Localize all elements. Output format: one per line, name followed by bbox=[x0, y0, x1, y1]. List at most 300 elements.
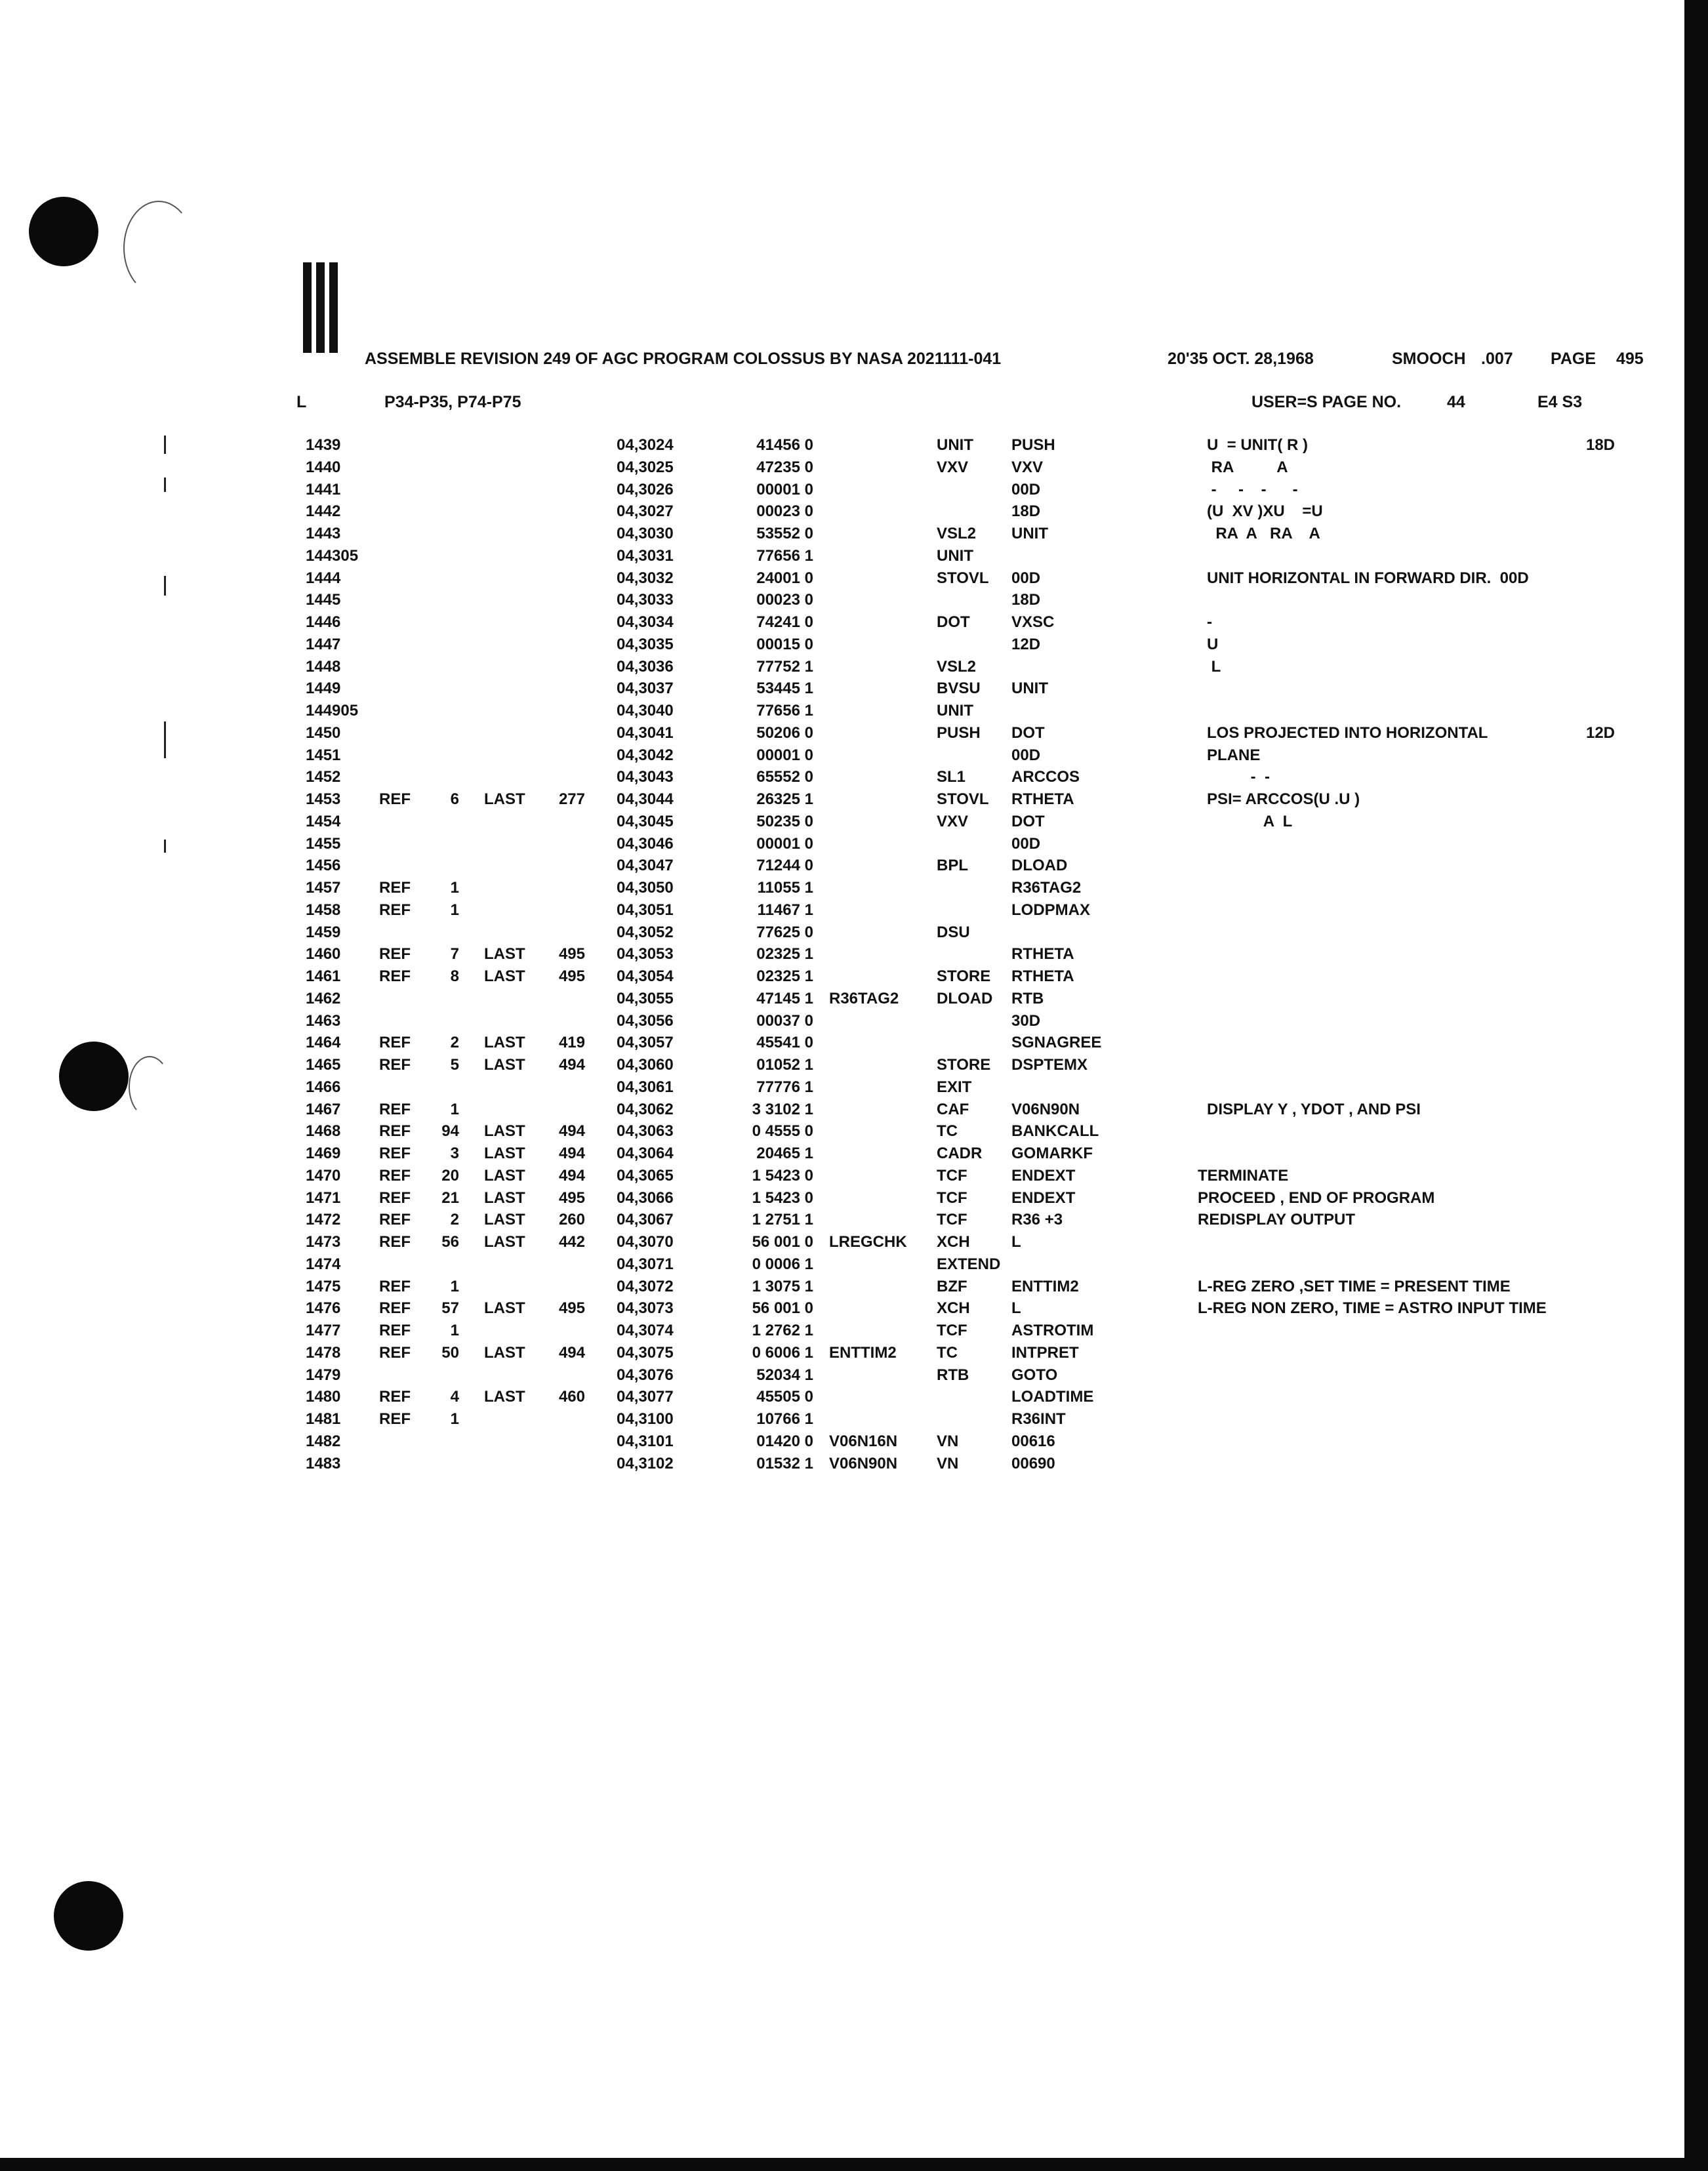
row-code: 71244 0 bbox=[756, 857, 813, 874]
row-line: 1458 bbox=[306, 901, 341, 919]
row-lastnum: 494 bbox=[558, 1122, 585, 1140]
comment-text: TERMINATE bbox=[1198, 1167, 1289, 1185]
row-code: 1 2751 1 bbox=[752, 1211, 813, 1228]
row-code: 65552 0 bbox=[756, 768, 813, 786]
row-addr: 04,3074 bbox=[617, 1322, 674, 1339]
row-addr: 04,3043 bbox=[617, 768, 674, 786]
row-addr: 04,3067 bbox=[617, 1211, 674, 1228]
page-label: PAGE bbox=[1551, 350, 1596, 368]
row-addr: 04,3071 bbox=[617, 1255, 674, 1273]
row-op: BPL bbox=[937, 857, 968, 874]
row-addr: 04,3044 bbox=[617, 790, 674, 808]
row-operand: ENTTIM2 bbox=[1011, 1278, 1079, 1295]
comment-text: 18D bbox=[1585, 436, 1615, 454]
row-code: 50206 0 bbox=[756, 724, 813, 742]
row-operand: 00D bbox=[1011, 746, 1041, 764]
row-line: 1478 bbox=[306, 1344, 341, 1362]
row-op: CAF bbox=[937, 1101, 969, 1118]
row-operand: RTB bbox=[1011, 990, 1044, 1007]
margin-tick bbox=[164, 576, 166, 596]
row-cnt: 1 bbox=[450, 1278, 459, 1295]
row-ref: REF bbox=[379, 1211, 411, 1228]
row-cnt: 4 bbox=[450, 1388, 459, 1406]
row-line: 1450 bbox=[306, 724, 341, 742]
row-ref: REF bbox=[379, 1388, 411, 1406]
row-code: 01420 0 bbox=[756, 1432, 813, 1450]
row-code: 1 2762 1 bbox=[752, 1322, 813, 1339]
margin-tick bbox=[164, 477, 166, 492]
row-line: 1463 bbox=[306, 1012, 341, 1030]
row-code: 77776 1 bbox=[756, 1078, 813, 1096]
comment-text: A L bbox=[1207, 813, 1293, 830]
binder-ring-middle bbox=[129, 1056, 171, 1118]
row-last: LAST bbox=[484, 1056, 525, 1074]
row-operand: VXSC bbox=[1011, 613, 1055, 631]
row-code: 0 0006 1 bbox=[752, 1255, 813, 1273]
row-code: 3 3102 1 bbox=[752, 1101, 813, 1118]
row-operand: 30D bbox=[1011, 1012, 1041, 1030]
row-last: LAST bbox=[484, 1344, 525, 1362]
row-last: LAST bbox=[484, 1211, 525, 1228]
comment-text: - bbox=[1207, 613, 1212, 631]
row-operand: ASTROTIM bbox=[1011, 1322, 1094, 1339]
row-op: BVSU bbox=[937, 680, 981, 697]
comment-text: L-REG NON ZERO, TIME = ASTRO INPUT TIME bbox=[1198, 1299, 1547, 1317]
row-op: STORE bbox=[937, 1056, 991, 1074]
row-code: 47235 0 bbox=[756, 458, 813, 476]
row-lastnum: 494 bbox=[558, 1145, 585, 1162]
row-lastnum: 277 bbox=[558, 790, 585, 808]
row-code: 02325 1 bbox=[756, 967, 813, 985]
row-op: XCH bbox=[937, 1299, 970, 1317]
row-operand: RTHETA bbox=[1011, 967, 1074, 985]
row-code: 24001 0 bbox=[756, 569, 813, 587]
row-code: 56 001 0 bbox=[752, 1299, 813, 1317]
row-last: LAST bbox=[484, 790, 525, 808]
row-cnt: 3 bbox=[450, 1145, 459, 1162]
row-addr: 04,3051 bbox=[617, 901, 674, 919]
row-addr: 04,3062 bbox=[617, 1101, 674, 1118]
row-line: 144905 bbox=[306, 702, 359, 720]
row-ref: REF bbox=[379, 901, 411, 919]
row-label: ENTTIM2 bbox=[829, 1344, 897, 1362]
row-line: 1483 bbox=[306, 1455, 341, 1472]
row-addr: 04,3047 bbox=[617, 857, 674, 874]
row-code: 56 001 0 bbox=[752, 1233, 813, 1251]
row-ref: REF bbox=[379, 879, 411, 897]
row-operand: DOT bbox=[1011, 813, 1045, 830]
row-operand: VXV bbox=[1011, 458, 1044, 476]
margin-tick bbox=[164, 436, 166, 454]
row-operand: V06N90N bbox=[1011, 1101, 1080, 1118]
row-code: 1 5423 0 bbox=[752, 1167, 813, 1185]
binder-hole-middle bbox=[59, 1042, 129, 1111]
section-title: P34-P35, P74-P75 bbox=[384, 393, 521, 411]
row-ref: REF bbox=[379, 1101, 411, 1118]
row-ref: REF bbox=[379, 1233, 411, 1251]
comment-text: (U XV )XU =U bbox=[1207, 502, 1323, 520]
row-addr: 04,3032 bbox=[617, 569, 674, 587]
row-operand: DSPTEMX bbox=[1011, 1056, 1088, 1074]
row-addr: 04,3072 bbox=[617, 1278, 674, 1295]
row-code: 00023 0 bbox=[756, 591, 813, 609]
row-addr: 04,3102 bbox=[617, 1455, 674, 1472]
row-addr: 04,3100 bbox=[617, 1410, 674, 1428]
row-addr: 04,3066 bbox=[617, 1189, 674, 1207]
row-op: STOVL bbox=[937, 790, 989, 808]
row-cnt: 2 bbox=[450, 1034, 459, 1051]
row-cnt: 50 bbox=[441, 1344, 459, 1362]
row-line: 1456 bbox=[306, 857, 341, 874]
row-line: 1479 bbox=[306, 1366, 341, 1384]
row-last: LAST bbox=[484, 1122, 525, 1140]
row-ref: REF bbox=[379, 1122, 411, 1140]
binder-hole-top bbox=[29, 197, 98, 266]
row-operand: SGNAGREE bbox=[1011, 1034, 1102, 1051]
row-op: TC bbox=[937, 1344, 958, 1362]
row-code: 10766 1 bbox=[756, 1410, 813, 1428]
row-last: LAST bbox=[484, 1233, 525, 1251]
row-ref: REF bbox=[379, 1167, 411, 1185]
row-line: 1459 bbox=[306, 923, 341, 941]
row-line: 1446 bbox=[306, 613, 341, 631]
row-line: 1476 bbox=[306, 1299, 341, 1317]
row-op: TCF bbox=[937, 1189, 967, 1207]
row-cnt: 5 bbox=[450, 1056, 459, 1074]
row-addr: 04,3027 bbox=[617, 502, 674, 520]
row-line: 1453 bbox=[306, 790, 341, 808]
row-lastnum: 495 bbox=[558, 967, 585, 985]
row-lastnum: 419 bbox=[558, 1034, 585, 1051]
row-operand: GOTO bbox=[1011, 1366, 1058, 1384]
row-code: 0 6006 1 bbox=[752, 1344, 813, 1362]
row-addr: 04,3052 bbox=[617, 923, 674, 941]
row-op: DOT bbox=[937, 613, 970, 631]
row-addr: 04,3035 bbox=[617, 636, 674, 653]
row-line: 1475 bbox=[306, 1278, 341, 1295]
row-cnt: 56 bbox=[441, 1233, 459, 1251]
row-op: TCF bbox=[937, 1211, 967, 1228]
code-ref: E4 S3 bbox=[1537, 393, 1583, 411]
row-lastnum: 495 bbox=[558, 1299, 585, 1317]
row-lastnum: 494 bbox=[558, 1056, 585, 1074]
row-operand: ENDEXT bbox=[1011, 1189, 1076, 1207]
row-ref: REF bbox=[379, 945, 411, 963]
row-code: 74241 0 bbox=[756, 613, 813, 631]
row-op: UNIT bbox=[937, 702, 973, 720]
listing-date: 20'35 OCT. 28,1968 bbox=[1168, 350, 1314, 368]
comment-text: U = UNIT( R ) bbox=[1207, 436, 1308, 454]
comment-text: - - bbox=[1207, 768, 1270, 786]
row-code: 11467 1 bbox=[757, 901, 813, 919]
row-operand: RTHETA bbox=[1011, 790, 1074, 808]
row-line: 1467 bbox=[306, 1101, 341, 1118]
row-operand: RTHETA bbox=[1011, 945, 1074, 963]
row-operand: LOADTIME bbox=[1011, 1388, 1094, 1406]
row-line: 1449 bbox=[306, 680, 341, 697]
row-line: 1451 bbox=[306, 746, 341, 764]
row-label: LREGCHK bbox=[829, 1233, 907, 1251]
binder-ring-top bbox=[123, 201, 194, 295]
comment-text: - - - - bbox=[1207, 481, 1298, 498]
row-addr: 04,3036 bbox=[617, 658, 674, 676]
row-code: 01052 1 bbox=[756, 1056, 813, 1074]
row-line: 1474 bbox=[306, 1255, 341, 1273]
row-code: 77656 1 bbox=[756, 702, 813, 720]
row-code: 53445 1 bbox=[756, 680, 813, 697]
row-lastnum: 495 bbox=[558, 1189, 585, 1207]
row-op: DLOAD bbox=[937, 990, 993, 1007]
comment-text: L bbox=[1207, 658, 1221, 676]
user-page-number: 44 bbox=[1447, 393, 1465, 411]
row-label: V06N16N bbox=[829, 1432, 898, 1450]
row-ref: REF bbox=[379, 1189, 411, 1207]
listing-title: ASSEMBLE REVISION 249 OF AGC PROGRAM COLOSSUS BY NASA 2021111-041 bbox=[365, 350, 1002, 368]
row-ref: REF bbox=[379, 1344, 411, 1362]
row-cnt: 21 bbox=[441, 1189, 459, 1207]
row-addr: 04,3054 bbox=[617, 967, 674, 985]
row-code: 45505 0 bbox=[756, 1388, 813, 1406]
margin-tick bbox=[164, 721, 166, 758]
row-operand: UNIT bbox=[1011, 680, 1048, 697]
row-code: 1 5423 0 bbox=[752, 1189, 813, 1207]
row-addr: 04,3055 bbox=[617, 990, 674, 1007]
comment-text: DISPLAY Y , YDOT , AND PSI bbox=[1207, 1101, 1421, 1118]
row-cnt: 57 bbox=[441, 1299, 459, 1317]
comment-text: RA A RA A bbox=[1207, 525, 1320, 542]
row-operand: BANKCALL bbox=[1011, 1122, 1099, 1140]
row-operand: ENDEXT bbox=[1011, 1167, 1076, 1185]
comment-text: 12D bbox=[1585, 724, 1615, 742]
row-op: VSL2 bbox=[937, 525, 977, 542]
row-line: 144305 bbox=[306, 547, 359, 565]
row-cnt: 1 bbox=[450, 901, 459, 919]
row-line: 1454 bbox=[306, 813, 341, 830]
row-line: 1472 bbox=[306, 1211, 341, 1228]
row-line: 1482 bbox=[306, 1432, 341, 1450]
row-line: 1452 bbox=[306, 768, 341, 786]
scan-edge-right bbox=[1684, 0, 1708, 2171]
row-operand: 18D bbox=[1011, 502, 1041, 520]
comment-text: L-REG ZERO ,SET TIME = PRESENT TIME bbox=[1198, 1278, 1511, 1295]
row-line: 1457 bbox=[306, 879, 341, 897]
row-code: 45541 0 bbox=[756, 1034, 813, 1051]
row-operand: GOMARKF bbox=[1011, 1145, 1093, 1162]
row-op: RTB bbox=[937, 1366, 969, 1384]
row-line: 1442 bbox=[306, 502, 341, 520]
row-line: 1470 bbox=[306, 1167, 341, 1185]
row-last: LAST bbox=[484, 1167, 525, 1185]
row-lastnum: 260 bbox=[558, 1211, 585, 1228]
row-addr: 04,3041 bbox=[617, 724, 674, 742]
row-code: 77625 0 bbox=[756, 923, 813, 941]
row-line: 1444 bbox=[306, 569, 341, 587]
row-operand: 00690 bbox=[1011, 1455, 1055, 1472]
row-code: 47145 1 bbox=[756, 990, 813, 1007]
row-operand: 18D bbox=[1011, 591, 1041, 609]
row-op: VSL2 bbox=[937, 658, 977, 676]
row-code: 11055 1 bbox=[757, 879, 813, 897]
row-cnt: 1 bbox=[450, 1101, 459, 1118]
row-code: 20465 1 bbox=[756, 1145, 813, 1162]
user-page-label: USER=S PAGE NO. bbox=[1251, 393, 1402, 411]
comment-text: RA A bbox=[1207, 458, 1288, 476]
row-last: LAST bbox=[484, 1145, 525, 1162]
margin-tick bbox=[164, 840, 166, 853]
page-number: 495 bbox=[1616, 350, 1644, 368]
row-ref: REF bbox=[379, 1299, 411, 1317]
row-addr: 04,3025 bbox=[617, 458, 674, 476]
comment-text: U bbox=[1207, 636, 1219, 653]
row-op: XCH bbox=[937, 1233, 970, 1251]
row-label: R36TAG2 bbox=[829, 990, 899, 1007]
row-line: 1440 bbox=[306, 458, 341, 476]
row-operand: INTPRET bbox=[1011, 1344, 1079, 1362]
row-line: 1443 bbox=[306, 525, 341, 542]
scan-edge-bottom bbox=[0, 2158, 1708, 2171]
row-addr: 04,3063 bbox=[617, 1122, 674, 1140]
row-line: 1448 bbox=[306, 658, 341, 676]
row-operand: 00D bbox=[1011, 835, 1041, 853]
row-line: 1464 bbox=[306, 1034, 341, 1051]
row-ref: REF bbox=[379, 1145, 411, 1162]
row-line: 1471 bbox=[306, 1189, 341, 1207]
row-op: CADR bbox=[937, 1145, 983, 1162]
row-operand: L bbox=[1011, 1233, 1021, 1251]
row-op: VN bbox=[937, 1432, 959, 1450]
row-code: 01532 1 bbox=[756, 1455, 813, 1472]
row-line: 1441 bbox=[306, 481, 341, 498]
row-addr: 04,3076 bbox=[617, 1366, 674, 1384]
row-addr: 04,3056 bbox=[617, 1012, 674, 1030]
row-op: VN bbox=[937, 1455, 959, 1472]
row-line: 1473 bbox=[306, 1233, 341, 1251]
row-addr: 04,3033 bbox=[617, 591, 674, 609]
row-last: LAST bbox=[484, 1189, 525, 1207]
row-addr: 04,3031 bbox=[617, 547, 674, 565]
comment-text: PROCEED , END OF PROGRAM bbox=[1198, 1189, 1435, 1207]
row-line: 1445 bbox=[306, 591, 341, 609]
row-addr: 04,3073 bbox=[617, 1299, 674, 1317]
row-operand: R36 +3 bbox=[1011, 1211, 1063, 1228]
row-addr: 04,3042 bbox=[617, 746, 674, 764]
row-ref: REF bbox=[379, 790, 411, 808]
row-ref: REF bbox=[379, 1056, 411, 1074]
row-op: TCF bbox=[937, 1322, 967, 1339]
row-addr: 04,3057 bbox=[617, 1034, 674, 1051]
row-line: 1439 bbox=[306, 436, 341, 454]
comment-text: PLANE bbox=[1207, 746, 1261, 764]
row-op: STORE bbox=[937, 967, 991, 985]
row-operand: 00D bbox=[1011, 569, 1041, 587]
binder-hole-bottom bbox=[54, 1881, 123, 1951]
row-op: VXV bbox=[937, 458, 969, 476]
row-addr: 04,3045 bbox=[617, 813, 674, 830]
row-line: 1477 bbox=[306, 1322, 341, 1339]
row-cnt: 2 bbox=[450, 1211, 459, 1228]
row-addr: 04,3053 bbox=[617, 945, 674, 963]
row-addr: 04,3061 bbox=[617, 1078, 674, 1096]
row-op: DSU bbox=[937, 923, 970, 941]
row-op: BZF bbox=[937, 1278, 967, 1295]
row-line: 1466 bbox=[306, 1078, 341, 1096]
comment-text: LOS PROJECTED INTO HORIZONTAL bbox=[1207, 724, 1488, 742]
listing-user: SMOOCH bbox=[1392, 350, 1466, 368]
row-op: EXIT bbox=[937, 1078, 972, 1096]
row-addr: 04,3060 bbox=[617, 1056, 674, 1074]
row-addr: 04,3064 bbox=[617, 1145, 674, 1162]
row-operand: UNIT bbox=[1011, 525, 1048, 542]
log-letter: L bbox=[296, 393, 307, 411]
row-code: 00001 0 bbox=[756, 835, 813, 853]
row-addr: 04,3046 bbox=[617, 835, 674, 853]
row-code: 41456 0 bbox=[756, 436, 813, 454]
row-line: 1465 bbox=[306, 1056, 341, 1074]
row-operand: LODPMAX bbox=[1011, 901, 1090, 919]
row-last: LAST bbox=[484, 1034, 525, 1051]
row-code: 53552 0 bbox=[756, 525, 813, 542]
row-op: PUSH bbox=[937, 724, 981, 742]
row-operand: DLOAD bbox=[1011, 857, 1068, 874]
row-ref: REF bbox=[379, 1278, 411, 1295]
row-code: 02325 1 bbox=[756, 945, 813, 963]
row-last: LAST bbox=[484, 967, 525, 985]
row-op: TC bbox=[937, 1122, 958, 1140]
row-cnt: 1 bbox=[450, 1410, 459, 1428]
row-code: 77656 1 bbox=[756, 547, 813, 565]
row-op: SL1 bbox=[937, 768, 966, 786]
comment-text: REDISPLAY OUTPUT bbox=[1198, 1211, 1356, 1228]
row-line: 1480 bbox=[306, 1388, 341, 1406]
row-last: LAST bbox=[484, 1299, 525, 1317]
row-operand: DOT bbox=[1011, 724, 1045, 742]
row-lastnum: 442 bbox=[558, 1233, 585, 1251]
row-addr: 04,3050 bbox=[617, 879, 674, 897]
row-op: TCF bbox=[937, 1167, 967, 1185]
row-op: EXTEND bbox=[937, 1255, 1001, 1273]
row-cnt: 1 bbox=[450, 1322, 459, 1339]
row-addr: 04,3065 bbox=[617, 1167, 674, 1185]
row-line: 1447 bbox=[306, 636, 341, 653]
row-operand: 12D bbox=[1011, 636, 1041, 653]
row-addr: 04,3026 bbox=[617, 481, 674, 498]
listing-suffix: .007 bbox=[1481, 350, 1513, 368]
row-addr: 04,3075 bbox=[617, 1344, 674, 1362]
row-op: VXV bbox=[937, 813, 969, 830]
row-line: 1461 bbox=[306, 967, 341, 985]
row-operand: PUSH bbox=[1011, 436, 1055, 454]
row-addr: 04,3024 bbox=[617, 436, 674, 454]
row-code: 00023 0 bbox=[756, 502, 813, 520]
row-code: 0 4555 0 bbox=[752, 1122, 813, 1140]
row-cnt: 8 bbox=[450, 967, 459, 985]
row-ref: REF bbox=[379, 967, 411, 985]
row-code: 00015 0 bbox=[756, 636, 813, 653]
row-code: 1 3075 1 bbox=[752, 1278, 813, 1295]
row-label: V06N90N bbox=[829, 1455, 898, 1472]
row-last: LAST bbox=[484, 945, 525, 963]
row-addr: 04,3034 bbox=[617, 613, 674, 631]
row-code: 00001 0 bbox=[756, 481, 813, 498]
row-addr: 04,3070 bbox=[617, 1233, 674, 1251]
row-line: 1455 bbox=[306, 835, 341, 853]
row-operand: R36INT bbox=[1011, 1410, 1066, 1428]
row-line: 1460 bbox=[306, 945, 341, 963]
row-op: UNIT bbox=[937, 547, 973, 565]
row-lastnum: 494 bbox=[558, 1344, 585, 1362]
row-line: 1462 bbox=[306, 990, 341, 1007]
row-operand: 00616 bbox=[1011, 1432, 1055, 1450]
